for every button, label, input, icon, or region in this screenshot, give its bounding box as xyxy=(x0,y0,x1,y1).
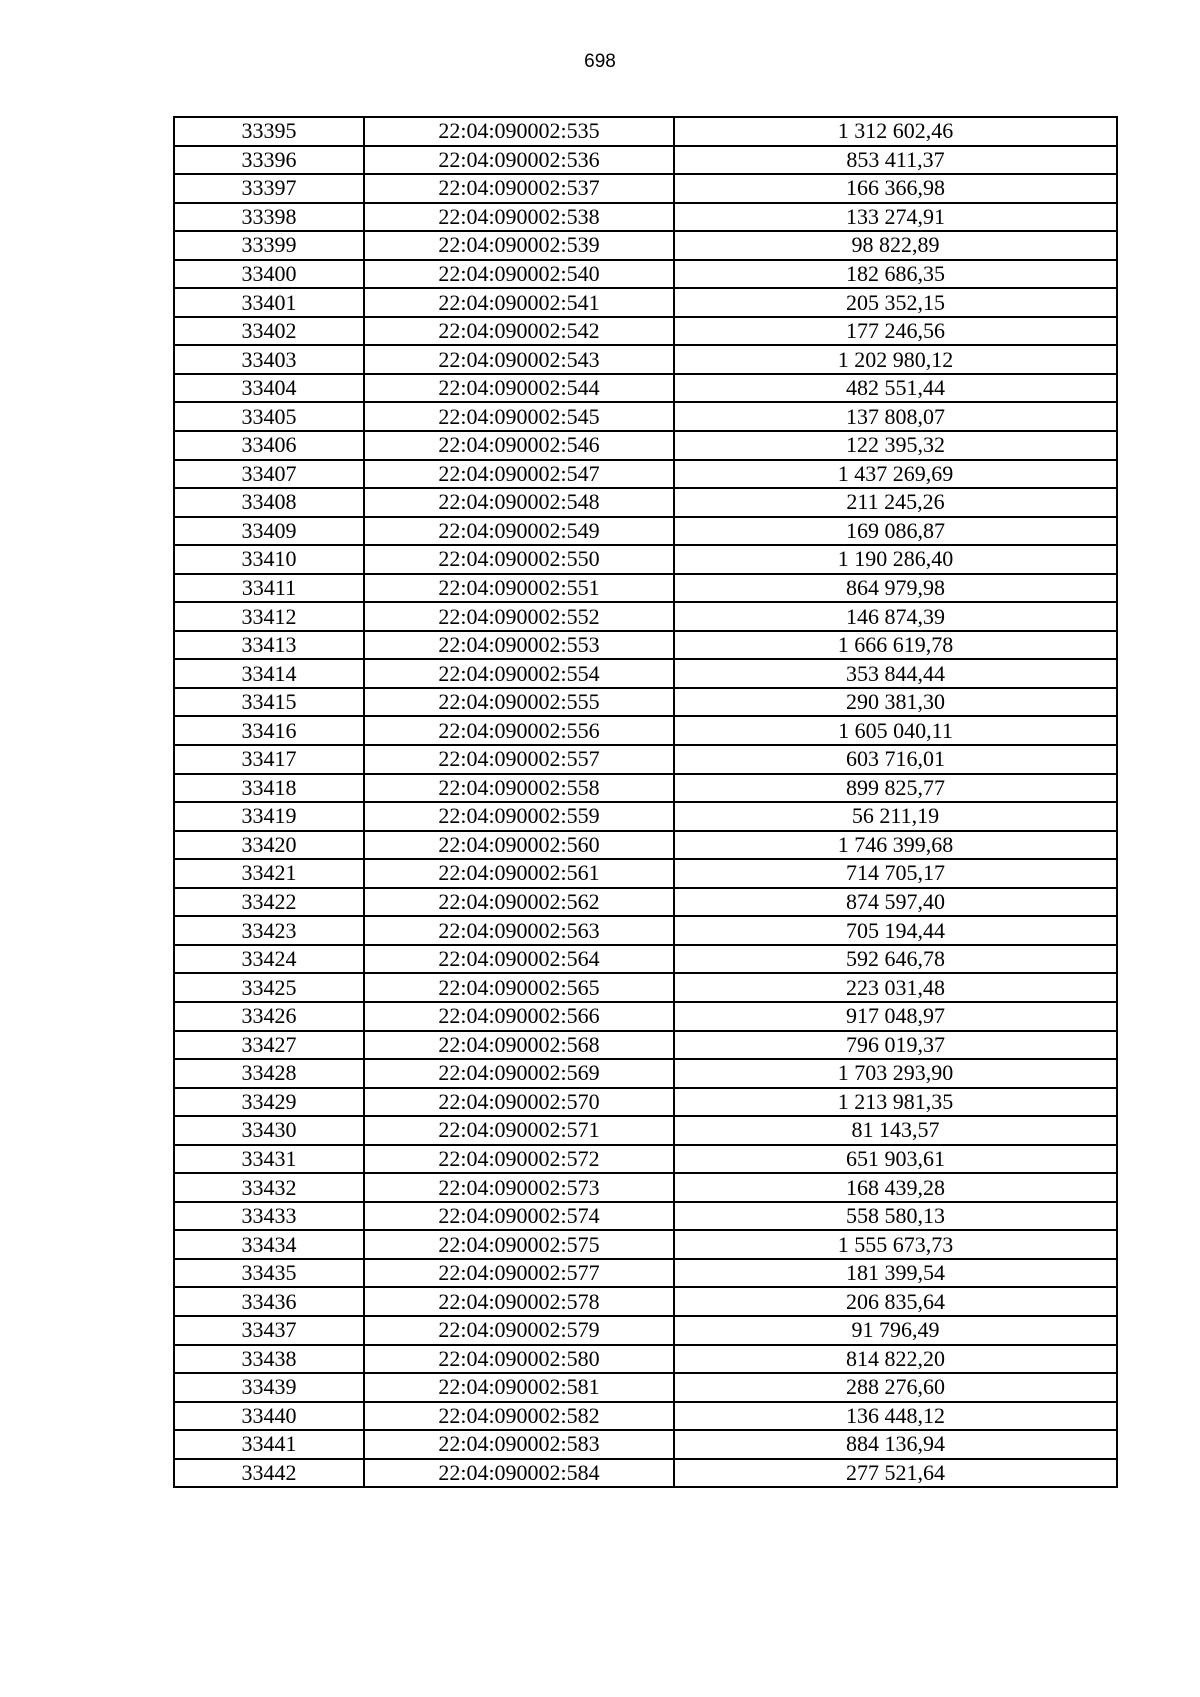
table-row xyxy=(174,1202,1117,1231)
row-number-cell: 33409 xyxy=(174,517,364,546)
table-row xyxy=(174,402,1117,431)
row-number-cell: 33427 xyxy=(174,1031,364,1060)
value-cell: 814 822,20 xyxy=(674,1345,1117,1374)
table-row xyxy=(174,1345,1117,1374)
cadastral-number-cell: 22:04:090002:536 xyxy=(364,146,674,175)
table-row xyxy=(174,260,1117,289)
row-number-cell: 33396 xyxy=(174,146,364,175)
table-row xyxy=(174,174,1117,203)
row-number-cell: 33399 xyxy=(174,231,364,260)
cadastral-number-cell: 22:04:090002:575 xyxy=(364,1230,674,1259)
data-table xyxy=(173,116,1118,1488)
value-cell: 1 605 040,11 xyxy=(674,716,1117,745)
row-number-cell: 33428 xyxy=(174,1059,364,1088)
row-number-cell: 33439 xyxy=(174,1373,364,1402)
cadastral-number-cell: 22:04:090002:578 xyxy=(364,1287,674,1316)
value-cell: 1 213 981,35 xyxy=(674,1088,1117,1117)
table-row xyxy=(174,1287,1117,1316)
row-number-cell: 33433 xyxy=(174,1202,364,1231)
row-number-cell: 33406 xyxy=(174,431,364,460)
table-row xyxy=(174,288,1117,317)
cadastral-number-cell: 22:04:090002:574 xyxy=(364,1202,674,1231)
table-row xyxy=(174,716,1117,745)
value-cell: 206 835,64 xyxy=(674,1287,1117,1316)
value-cell: 182 686,35 xyxy=(674,260,1117,289)
cadastral-number-cell: 22:04:090002:559 xyxy=(364,802,674,831)
table-row xyxy=(174,1230,1117,1259)
row-number-cell: 33432 xyxy=(174,1173,364,1202)
cadastral-number-cell: 22:04:090002:581 xyxy=(364,1373,674,1402)
table-row xyxy=(174,1402,1117,1431)
row-number-cell: 33429 xyxy=(174,1088,364,1117)
row-number-cell: 33403 xyxy=(174,345,364,374)
cadastral-number-cell: 22:04:090002:571 xyxy=(364,1116,674,1145)
cadastral-number-cell: 22:04:090002:541 xyxy=(364,288,674,317)
value-cell: 98 822,89 xyxy=(674,231,1117,260)
cadastral-number-cell: 22:04:090002:568 xyxy=(364,1031,674,1060)
table-row xyxy=(174,231,1117,260)
cadastral-number-cell: 22:04:090002:577 xyxy=(364,1259,674,1288)
table-row xyxy=(174,1459,1117,1488)
cadastral-number-cell: 22:04:090002:550 xyxy=(364,545,674,574)
value-cell: 211 245,26 xyxy=(674,488,1117,517)
value-cell: 81 143,57 xyxy=(674,1116,1117,1145)
value-cell: 651 903,61 xyxy=(674,1145,1117,1174)
cadastral-number-cell: 22:04:090002:556 xyxy=(364,716,674,745)
table-row xyxy=(174,1430,1117,1459)
row-number-cell: 33402 xyxy=(174,317,364,346)
value-cell: 714 705,17 xyxy=(674,859,1117,888)
value-cell: 1 202 980,12 xyxy=(674,345,1117,374)
value-cell: 122 395,32 xyxy=(674,431,1117,460)
value-cell: 166 366,98 xyxy=(674,174,1117,203)
table-row xyxy=(174,1373,1117,1402)
value-cell: 290 381,30 xyxy=(674,688,1117,717)
row-number-cell: 33435 xyxy=(174,1259,364,1288)
row-number-cell: 33416 xyxy=(174,716,364,745)
table-row xyxy=(174,859,1117,888)
table-row xyxy=(174,973,1117,1002)
value-cell: 705 194,44 xyxy=(674,916,1117,945)
value-cell: 169 086,87 xyxy=(674,517,1117,546)
cadastral-number-cell: 22:04:090002:582 xyxy=(364,1402,674,1431)
table-row xyxy=(174,117,1117,146)
cadastral-number-cell: 22:04:090002:552 xyxy=(364,602,674,631)
value-cell: 884 136,94 xyxy=(674,1430,1117,1459)
cadastral-number-cell: 22:04:090002:566 xyxy=(364,1002,674,1031)
table-row xyxy=(174,631,1117,660)
table-row xyxy=(174,802,1117,831)
row-number-cell: 33414 xyxy=(174,659,364,688)
value-cell: 136 448,12 xyxy=(674,1402,1117,1431)
cadastral-number-cell: 22:04:090002:563 xyxy=(364,916,674,945)
cadastral-number-cell: 22:04:090002:579 xyxy=(364,1316,674,1345)
cadastral-number-cell: 22:04:090002:555 xyxy=(364,688,674,717)
cadastral-number-cell: 22:04:090002:580 xyxy=(364,1345,674,1374)
value-cell: 796 019,37 xyxy=(674,1031,1117,1060)
value-cell: 133 274,91 xyxy=(674,203,1117,232)
cadastral-number-cell: 22:04:090002:542 xyxy=(364,317,674,346)
row-number-cell: 33438 xyxy=(174,1345,364,1374)
table-row xyxy=(174,1173,1117,1202)
page-number: 698 xyxy=(584,51,616,72)
cadastral-number-cell: 22:04:090002:565 xyxy=(364,973,674,1002)
cadastral-number-cell: 22:04:090002:553 xyxy=(364,631,674,660)
table-row xyxy=(174,945,1117,974)
table-row xyxy=(174,488,1117,517)
value-cell: 1 666 619,78 xyxy=(674,631,1117,660)
value-cell: 864 979,98 xyxy=(674,574,1117,603)
value-cell: 205 352,15 xyxy=(674,288,1117,317)
row-number-cell: 33410 xyxy=(174,545,364,574)
table-row xyxy=(174,146,1117,175)
row-number-cell: 33404 xyxy=(174,374,364,403)
cadastral-number-cell: 22:04:090002:561 xyxy=(364,859,674,888)
table-row xyxy=(174,374,1117,403)
cadastral-number-cell: 22:04:090002:562 xyxy=(364,888,674,917)
row-number-cell: 33412 xyxy=(174,602,364,631)
cadastral-number-cell: 22:04:090002:537 xyxy=(364,174,674,203)
table-row xyxy=(174,1259,1117,1288)
cadastral-number-cell: 22:04:090002:540 xyxy=(364,260,674,289)
table-row xyxy=(174,916,1117,945)
table-row xyxy=(174,1116,1117,1145)
value-cell: 899 825,77 xyxy=(674,774,1117,803)
row-number-cell: 33431 xyxy=(174,1145,364,1174)
cadastral-number-cell: 22:04:090002:539 xyxy=(364,231,674,260)
row-number-cell: 33437 xyxy=(174,1316,364,1345)
value-cell: 592 646,78 xyxy=(674,945,1117,974)
cadastral-number-cell: 22:04:090002:569 xyxy=(364,1059,674,1088)
value-cell: 288 276,60 xyxy=(674,1373,1117,1402)
table-row xyxy=(174,602,1117,631)
table-row xyxy=(174,888,1117,917)
cadastral-number-cell: 22:04:090002:554 xyxy=(364,659,674,688)
row-number-cell: 33419 xyxy=(174,802,364,831)
row-number-cell: 33395 xyxy=(174,117,364,146)
row-number-cell: 33417 xyxy=(174,745,364,774)
value-cell: 91 796,49 xyxy=(674,1316,1117,1345)
table-row xyxy=(174,688,1117,717)
table-row xyxy=(174,1088,1117,1117)
table-row xyxy=(174,203,1117,232)
value-cell: 168 439,28 xyxy=(674,1173,1117,1202)
row-number-cell: 33398 xyxy=(174,203,364,232)
table-row xyxy=(174,831,1117,860)
row-number-cell: 33440 xyxy=(174,1402,364,1431)
cadastral-number-cell: 22:04:090002:535 xyxy=(364,117,674,146)
cadastral-number-cell: 22:04:090002:557 xyxy=(364,745,674,774)
row-number-cell: 33421 xyxy=(174,859,364,888)
row-number-cell: 33420 xyxy=(174,831,364,860)
row-number-cell: 33441 xyxy=(174,1430,364,1459)
table-row xyxy=(174,574,1117,603)
table-row xyxy=(174,1145,1117,1174)
table-row xyxy=(174,545,1117,574)
cadastral-number-cell: 22:04:090002:570 xyxy=(364,1088,674,1117)
value-cell: 1 312 602,46 xyxy=(674,117,1117,146)
table-row xyxy=(174,1002,1117,1031)
row-number-cell: 33424 xyxy=(174,945,364,974)
value-cell: 853 411,37 xyxy=(674,146,1117,175)
value-cell: 603 716,01 xyxy=(674,745,1117,774)
table-row xyxy=(174,460,1117,489)
cadastral-number-cell: 22:04:090002:546 xyxy=(364,431,674,460)
row-number-cell: 33415 xyxy=(174,688,364,717)
table-row xyxy=(174,745,1117,774)
cadastral-number-cell: 22:04:090002:538 xyxy=(364,203,674,232)
value-cell: 1 703 293,90 xyxy=(674,1059,1117,1088)
row-number-cell: 33411 xyxy=(174,574,364,603)
table-row xyxy=(174,774,1117,803)
value-cell: 917 048,97 xyxy=(674,1002,1117,1031)
table-body xyxy=(174,117,1117,1487)
cadastral-number-cell: 22:04:090002:545 xyxy=(364,402,674,431)
value-cell: 1 437 269,69 xyxy=(674,460,1117,489)
cadastral-number-cell: 22:04:090002:583 xyxy=(364,1430,674,1459)
table-row xyxy=(174,345,1117,374)
row-number-cell: 33397 xyxy=(174,174,364,203)
value-cell: 177 246,56 xyxy=(674,317,1117,346)
row-number-cell: 33425 xyxy=(174,973,364,1002)
table-row xyxy=(174,317,1117,346)
row-number-cell: 33422 xyxy=(174,888,364,917)
value-cell: 223 031,48 xyxy=(674,973,1117,1002)
cadastral-number-cell: 22:04:090002:547 xyxy=(364,460,674,489)
cadastral-number-cell: 22:04:090002:573 xyxy=(364,1173,674,1202)
value-cell: 558 580,13 xyxy=(674,1202,1117,1231)
cadastral-number-cell: 22:04:090002:549 xyxy=(364,517,674,546)
row-number-cell: 33405 xyxy=(174,402,364,431)
row-number-cell: 33442 xyxy=(174,1459,364,1488)
row-number-cell: 33413 xyxy=(174,631,364,660)
cadastral-number-cell: 22:04:090002:584 xyxy=(364,1459,674,1488)
row-number-cell: 33400 xyxy=(174,260,364,289)
cadastral-number-cell: 22:04:090002:543 xyxy=(364,345,674,374)
table-row xyxy=(174,659,1117,688)
value-cell: 874 597,40 xyxy=(674,888,1117,917)
row-number-cell: 33430 xyxy=(174,1116,364,1145)
cadastral-number-cell: 22:04:090002:560 xyxy=(364,831,674,860)
table-row xyxy=(174,1059,1117,1088)
value-cell: 137 808,07 xyxy=(674,402,1117,431)
table-row xyxy=(174,431,1117,460)
value-cell: 56 211,19 xyxy=(674,802,1117,831)
cadastral-number-cell: 22:04:090002:544 xyxy=(364,374,674,403)
value-cell: 181 399,54 xyxy=(674,1259,1117,1288)
cadastral-number-cell: 22:04:090002:572 xyxy=(364,1145,674,1174)
table-row xyxy=(174,1031,1117,1060)
value-cell: 1 555 673,73 xyxy=(674,1230,1117,1259)
row-number-cell: 33408 xyxy=(174,488,364,517)
value-cell: 353 844,44 xyxy=(674,659,1117,688)
row-number-cell: 33434 xyxy=(174,1230,364,1259)
cadastral-number-cell: 22:04:090002:548 xyxy=(364,488,674,517)
table-row xyxy=(174,517,1117,546)
row-number-cell: 33407 xyxy=(174,460,364,489)
cadastral-number-cell: 22:04:090002:564 xyxy=(364,945,674,974)
row-number-cell: 33423 xyxy=(174,916,364,945)
value-cell: 1 746 399,68 xyxy=(674,831,1117,860)
row-number-cell: 33436 xyxy=(174,1287,364,1316)
value-cell: 146 874,39 xyxy=(674,602,1117,631)
cadastral-number-cell: 22:04:090002:558 xyxy=(364,774,674,803)
value-cell: 1 190 286,40 xyxy=(674,545,1117,574)
table-row xyxy=(174,1316,1117,1345)
cadastral-number-cell: 22:04:090002:551 xyxy=(364,574,674,603)
row-number-cell: 33418 xyxy=(174,774,364,803)
row-number-cell: 33401 xyxy=(174,288,364,317)
row-number-cell: 33426 xyxy=(174,1002,364,1031)
value-cell: 482 551,44 xyxy=(674,374,1117,403)
value-cell: 277 521,64 xyxy=(674,1459,1117,1488)
